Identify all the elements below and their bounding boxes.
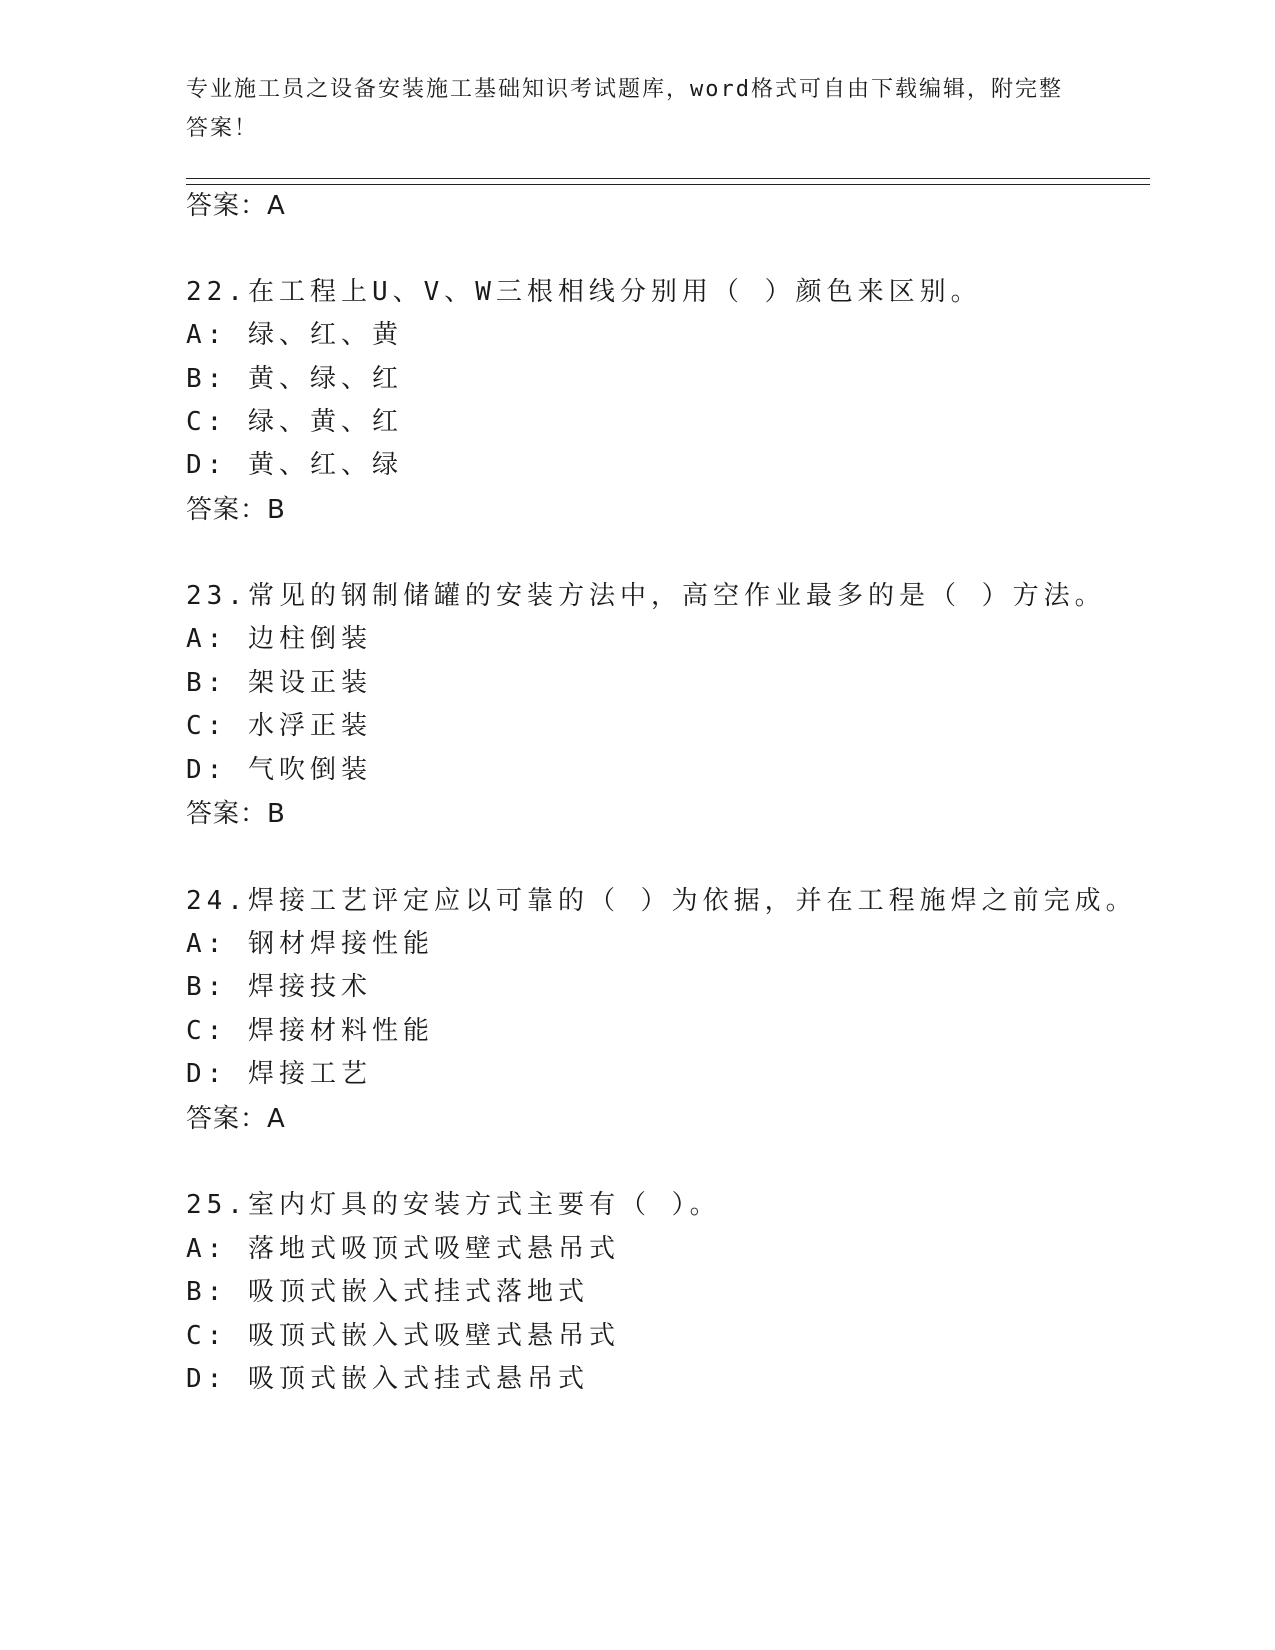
- header-rule-bottom: [186, 184, 1150, 185]
- option-text: 吸顶式嵌入式吸壁式悬吊式: [247, 1321, 620, 1351]
- option-letter: A:: [186, 929, 228, 959]
- question-24-option-a: [186, 928, 434, 960]
- question-22-option-a: [186, 319, 403, 351]
- option-text: 黄、红、绿: [247, 450, 403, 480]
- question-25-option-c: [186, 1320, 620, 1352]
- question-22-option-b: [186, 363, 403, 395]
- option-text: 绿、黄、红: [247, 407, 403, 437]
- question-23-option-d: [186, 754, 372, 786]
- question-25-option-b: [186, 1276, 589, 1308]
- question-22-option-d: [186, 449, 403, 481]
- option-letter: D:: [186, 755, 228, 785]
- option-letter: C:: [186, 711, 228, 741]
- option-text: 黄、绿、红: [247, 364, 403, 394]
- option-letter: D:: [186, 1059, 228, 1089]
- answer-22: 答案：B: [186, 495, 286, 525]
- option-letter: D:: [186, 1364, 228, 1394]
- question-22-stem: 22.在工程上U、V、W三根相线分别用（ ）颜色来区别。: [186, 277, 982, 307]
- option-text: 落地式吸顶式吸壁式悬吊式: [247, 1234, 620, 1264]
- option-letter: D:: [186, 450, 228, 480]
- question-24-option-b: [186, 971, 372, 1003]
- option-letter: B:: [186, 364, 228, 394]
- option-text: 绿、红、黄: [247, 320, 403, 350]
- answer-24: 答案：A: [186, 1104, 286, 1134]
- question-23-option-c: [186, 710, 372, 742]
- question-24-option-c: [186, 1015, 434, 1047]
- option-letter: B:: [186, 1277, 228, 1307]
- option-text: 焊接材料性能: [247, 1016, 434, 1046]
- option-text: 吸顶式嵌入式挂式悬吊式: [247, 1364, 589, 1394]
- option-letter: A:: [186, 320, 228, 350]
- question-22-option-c: [186, 406, 403, 438]
- answer-23: 答案：B: [186, 799, 286, 829]
- answer-21: 答案：A: [186, 191, 286, 221]
- question-23-stem: 23.常见的钢制储罐的安装方法中，高空作业最多的是（ ）方法。: [186, 581, 1106, 611]
- document-header: 专业施工员之设备安装施工基础知识考试题库，word格式可自由下载编辑，附完整答案！: [186, 77, 1063, 141]
- option-text: 焊接技术: [247, 972, 372, 1002]
- option-letter: C:: [186, 1321, 228, 1351]
- option-text: 水浮正装: [247, 711, 372, 741]
- option-letter: C:: [186, 407, 228, 437]
- option-text: 焊接工艺: [247, 1059, 372, 1089]
- question-25-stem: 25.室内灯具的安装方式主要有（ ）。: [186, 1190, 721, 1220]
- header-rule-top: [186, 178, 1150, 179]
- question-23-option-b: [186, 667, 372, 699]
- option-text: 气吹倒装: [247, 755, 372, 785]
- question-25-option-a: [186, 1233, 620, 1265]
- option-letter: A:: [186, 624, 228, 654]
- option-letter: A:: [186, 1234, 228, 1264]
- question-24-stem: 24.焊接工艺评定应以可靠的（ ）为依据，并在工程施焊之前完成。: [186, 886, 1137, 916]
- option-text: 吸顶式嵌入式挂式落地式: [247, 1277, 589, 1307]
- option-text: 边柱倒装: [247, 624, 372, 654]
- option-text: 架设正装: [247, 668, 372, 698]
- question-25-option-d: [186, 1363, 589, 1395]
- question-23-option-a: [186, 623, 372, 655]
- option-text: 钢材焊接性能: [247, 929, 434, 959]
- option-letter: C:: [186, 1016, 228, 1046]
- question-24-option-d: [186, 1058, 372, 1090]
- option-letter: B:: [186, 668, 228, 698]
- option-letter: B:: [186, 972, 228, 1002]
